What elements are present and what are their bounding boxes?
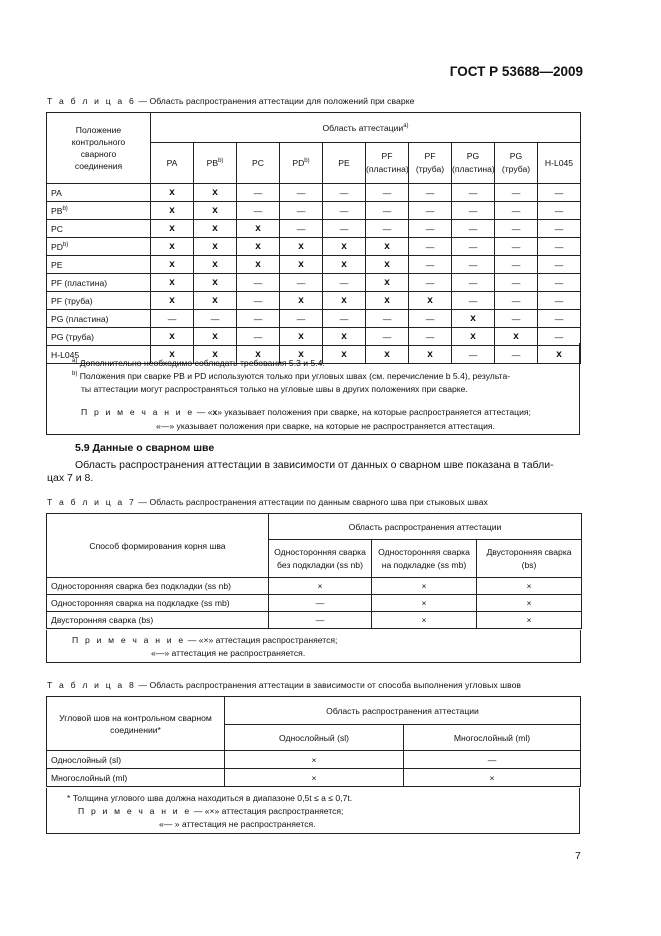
- table6-cell: x: [452, 328, 495, 346]
- table6-cell: x: [280, 256, 323, 274]
- table6-cell: x: [194, 346, 237, 364]
- table6-cell: —: [409, 274, 452, 292]
- table6-cell: x: [323, 346, 366, 364]
- table6-cell: —: [452, 184, 495, 202]
- table6-col-header: PG (труба): [495, 143, 538, 184]
- table7-corner: Способ формирования корня шва: [47, 514, 269, 578]
- table6-cell: x: [237, 346, 280, 364]
- table7-row-label: Односторонняя сварка на подкладке (ss mb): [47, 595, 269, 612]
- table8-row-label: Однослойный (sl): [47, 751, 225, 769]
- table6-cell: x: [495, 328, 538, 346]
- table6-cell: x: [280, 328, 323, 346]
- table8-col-header: Однослойный (sl): [225, 725, 404, 751]
- table6-cell: x: [280, 346, 323, 364]
- table6-cell: x: [151, 220, 194, 238]
- table6-cell: x: [366, 292, 409, 310]
- table6-cell: —: [366, 328, 409, 346]
- table6-col-header: PD$^{b)}$: [280, 143, 323, 184]
- table6-cell: x: [323, 328, 366, 346]
- table6-cell: —: [366, 220, 409, 238]
- table7: [46, 513, 582, 629]
- table6-cell: —: [323, 274, 366, 292]
- table6-cell: x: [237, 256, 280, 274]
- table6-cell: —: [323, 220, 366, 238]
- table6-cell: x: [538, 346, 581, 364]
- table6-row-label: H-L045: [47, 346, 151, 364]
- table6-cell: —: [323, 202, 366, 220]
- table6-row-label: PG (труба): [47, 328, 151, 346]
- table7-cell: —: [269, 612, 372, 629]
- table6-cell: —: [495, 238, 538, 256]
- table6-cell: —: [366, 202, 409, 220]
- table6-cell: —: [409, 184, 452, 202]
- table6-cell: —: [280, 274, 323, 292]
- table6-row-label: PA: [47, 184, 151, 202]
- table6-cell: —: [452, 202, 495, 220]
- table6-cell: x: [194, 238, 237, 256]
- table6-cell: x: [194, 202, 237, 220]
- table6-col-header: PE: [323, 143, 366, 184]
- table6-cell: —: [280, 202, 323, 220]
- table6-label: Т а б л и ц а 6: [47, 96, 136, 106]
- table6-corner: Положение контрольного сварного соединения: [47, 113, 151, 184]
- table6-cell: —: [237, 202, 280, 220]
- table6-cell: —: [538, 184, 581, 202]
- table6-cell: —: [237, 274, 280, 292]
- table6-cell: —: [495, 292, 538, 310]
- table6-cell: —: [409, 310, 452, 328]
- table6-footnote-b1: $^{b)}$ Положения при сварке PB и PD используются только при угловых швах (см. перечисление b 5.4), результа-: [72, 371, 511, 381]
- table6-cell: x: [323, 256, 366, 274]
- table7-cell: ×: [477, 595, 582, 612]
- table6-cell: —: [538, 220, 581, 238]
- table6-cell: —: [237, 184, 280, 202]
- table7-col-header: Односторонняя сварка без подкладки (ss nb): [269, 540, 372, 578]
- table6: [46, 112, 581, 364]
- table6-cell: —: [538, 310, 581, 328]
- table6-cell: —: [495, 310, 538, 328]
- table6-cell: x: [151, 238, 194, 256]
- table6-cell: x: [237, 220, 280, 238]
- table6-cell: —: [452, 220, 495, 238]
- table8-note2: «— » аттестация не распространяется.: [159, 819, 316, 829]
- table6-cell: —: [538, 328, 581, 346]
- table6-cell: x: [323, 238, 366, 256]
- table6-col-header: PC: [237, 143, 280, 184]
- table7-row-label: Односторонняя сварка без подкладки (ss nb): [47, 578, 269, 595]
- table6-footnote-b2: ты аттестации могут распространяться только на угловые швы в других положениях при сварке.: [81, 384, 468, 394]
- table6-cell: —: [409, 220, 452, 238]
- table6-cell: —: [323, 310, 366, 328]
- table6-cell: —: [151, 310, 194, 328]
- table6-cell: x: [194, 256, 237, 274]
- table6-cell: —: [280, 184, 323, 202]
- document-header: ГОСТ Р 53688—2009: [449, 64, 583, 79]
- table6-cell: x: [409, 292, 452, 310]
- table8-cell: ×: [404, 769, 581, 787]
- table6-cell: x: [151, 256, 194, 274]
- table6-notes-frame: [46, 343, 580, 435]
- section-5-9-paragraph-line1: Область распространения аттестации в зависимости от данных о сварном шве показана в табли-: [75, 459, 554, 471]
- table7-cell: ×: [477, 612, 582, 629]
- table8-cell: ×: [225, 751, 404, 769]
- table6-cell: x: [151, 274, 194, 292]
- table6-row-label: PD$^{b)}$: [47, 238, 151, 256]
- table7-cell: ×: [372, 612, 477, 629]
- table6-cell: —: [366, 184, 409, 202]
- table6-cell: x: [194, 184, 237, 202]
- table6-cell: x: [366, 238, 409, 256]
- table8-note1: П р и м е ч а н и е — «×» аттестация распространяется;: [78, 806, 344, 816]
- table6-row: [47, 202, 581, 220]
- table6-col-header: PF (труба): [409, 143, 452, 184]
- table6-cell: —: [538, 202, 581, 220]
- table6-cell: x: [237, 238, 280, 256]
- table6-cell: —: [495, 274, 538, 292]
- table7-title: — Область распространения аттестации по данным сварного шва при стыковых швах: [135, 497, 488, 507]
- table6-cell: —: [323, 184, 366, 202]
- section-5-9-paragraph-line2: цах 7 и 8.: [47, 472, 94, 484]
- table7-cell: ×: [477, 578, 582, 595]
- table7-cell: ×: [372, 595, 477, 612]
- table6-cell: x: [194, 220, 237, 238]
- table6-cell: —: [495, 184, 538, 202]
- table6-cell: —: [495, 256, 538, 274]
- table6-cell: —: [237, 328, 280, 346]
- table6-cell: —: [452, 274, 495, 292]
- table8-row-label: Многослойный (ml): [47, 769, 225, 787]
- table8-corner: Угловой шов на контрольном сварном соединении*: [47, 697, 225, 751]
- table6-col-header: H-L045: [538, 143, 581, 184]
- table6-cell: —: [409, 256, 452, 274]
- table6-cell: —: [452, 256, 495, 274]
- table6-cell: x: [452, 310, 495, 328]
- table6-cell: x: [280, 238, 323, 256]
- table6-cell: —: [409, 328, 452, 346]
- table6-row-label: PF (пластина): [47, 274, 151, 292]
- table6-cell: —: [237, 292, 280, 310]
- table6-col-header: PG (пластина): [452, 143, 495, 184]
- table6-row-label: PC: [47, 220, 151, 238]
- table7-caption: [47, 497, 488, 507]
- table8-row: [47, 769, 581, 787]
- table6-note1: П р и м е ч а н и е — «x» указывает положения при сварке, на которые распространяется аттестация;: [81, 407, 531, 417]
- table7-col-header: Двусторонняя сварка (bs): [477, 540, 582, 578]
- table6-cell: —: [237, 310, 280, 328]
- table6-col-header: PA: [151, 143, 194, 184]
- table6-row-label: PF (труба): [47, 292, 151, 310]
- table7-note1: П р и м е ч а н и е — «×» аттестация распространяется;: [72, 635, 338, 645]
- table6-cell: —: [280, 310, 323, 328]
- table6-area-header: Область аттестации$^{а)}$: [151, 113, 581, 143]
- table8: [46, 696, 581, 787]
- table7-col-header: Односторонняя сварка на подкладке (ss mb): [372, 540, 477, 578]
- table6-row-label: PG (пластина): [47, 310, 151, 328]
- table7-cell: ×: [372, 578, 477, 595]
- table8-label: Т а б л и ц а 8: [47, 680, 136, 690]
- table6-cell: x: [366, 256, 409, 274]
- table6-col-header: PB$^{b)}$: [194, 143, 237, 184]
- table6-cell: —: [280, 220, 323, 238]
- table6-row: [47, 310, 581, 328]
- table6-col-header: PF (пластина): [366, 143, 409, 184]
- table8-footnote: * Толщина углового шва должна находиться в диапазоне 0,5t ≤ a ≤ 0,7t.: [67, 793, 353, 803]
- page-number: 7: [575, 850, 581, 862]
- table7-row: [47, 578, 582, 595]
- table7-row: [47, 612, 582, 629]
- table6-cell: —: [452, 346, 495, 364]
- table6-cell: x: [409, 346, 452, 364]
- table8-title: — Область распространения аттестации в зависимости от способа выполнения угловых швов: [135, 680, 522, 690]
- table6-cell: x: [151, 202, 194, 220]
- table8-area-header: Область распространения аттестации: [225, 697, 581, 725]
- table7-row: [47, 595, 582, 612]
- table6-title: — Область распространения аттестации для положений при сварке: [135, 96, 415, 106]
- table6-row: [47, 220, 581, 238]
- table6-caption: [47, 96, 414, 106]
- table6-cell: —: [495, 346, 538, 364]
- table6-cell: x: [151, 184, 194, 202]
- table7-cell: ×: [269, 578, 372, 595]
- table6-row: [47, 256, 581, 274]
- table6-cell: —: [538, 256, 581, 274]
- table6-cell: x: [323, 292, 366, 310]
- table7-label: Т а б л и ц а 7: [47, 497, 136, 507]
- table7-note2: «—» аттестация не распространяется.: [151, 648, 306, 658]
- table6-row: [47, 292, 581, 310]
- table6-row: [47, 184, 581, 202]
- table6-row-label: PB$^{b)}$: [47, 202, 151, 220]
- table6-cell: x: [194, 292, 237, 310]
- table6-cell: —: [409, 202, 452, 220]
- table8-cell: ×: [225, 769, 404, 787]
- table6-cell: x: [194, 328, 237, 346]
- table6-cell: —: [452, 292, 495, 310]
- table6-cell: —: [495, 220, 538, 238]
- table6-row-label: PE: [47, 256, 151, 274]
- table6-cell: —: [538, 274, 581, 292]
- table6-cell: —: [409, 238, 452, 256]
- table6-cell: —: [452, 238, 495, 256]
- table7-row-label: Двусторонняя сварка (bs): [47, 612, 269, 629]
- table6-cell: —: [495, 202, 538, 220]
- table6-cell: —: [194, 310, 237, 328]
- table6-cell: x: [151, 346, 194, 364]
- table6-row: [47, 274, 581, 292]
- section-5-9-heading: 5.9 Данные о сварном шве: [75, 442, 215, 454]
- table6-cell: x: [366, 346, 409, 364]
- table6-cell: x: [280, 292, 323, 310]
- table6-cell: x: [366, 274, 409, 292]
- table8-row: [47, 751, 581, 769]
- table6-row: [47, 238, 581, 256]
- table6-cell: —: [366, 310, 409, 328]
- table8-col-header: Многослойный (ml): [404, 725, 581, 751]
- table6-footnote-a: $^{а)}$ Дополнительно необходимо соблюдать требования 5.3 и 5.4.: [72, 358, 325, 368]
- table7-area-header: Область распространения аттестации: [269, 514, 582, 540]
- table6-cell: x: [151, 292, 194, 310]
- table8-cell: —: [404, 751, 581, 769]
- table8-caption: [47, 680, 521, 690]
- table6-cell: x: [151, 328, 194, 346]
- table7-cell: —: [269, 595, 372, 612]
- table6-cell: —: [538, 292, 581, 310]
- table6-cell: —: [538, 238, 581, 256]
- table6-cell: x: [194, 274, 237, 292]
- table6-note2: «—» указывает положения при сварке, на которые не распространяется аттестация.: [156, 421, 495, 431]
